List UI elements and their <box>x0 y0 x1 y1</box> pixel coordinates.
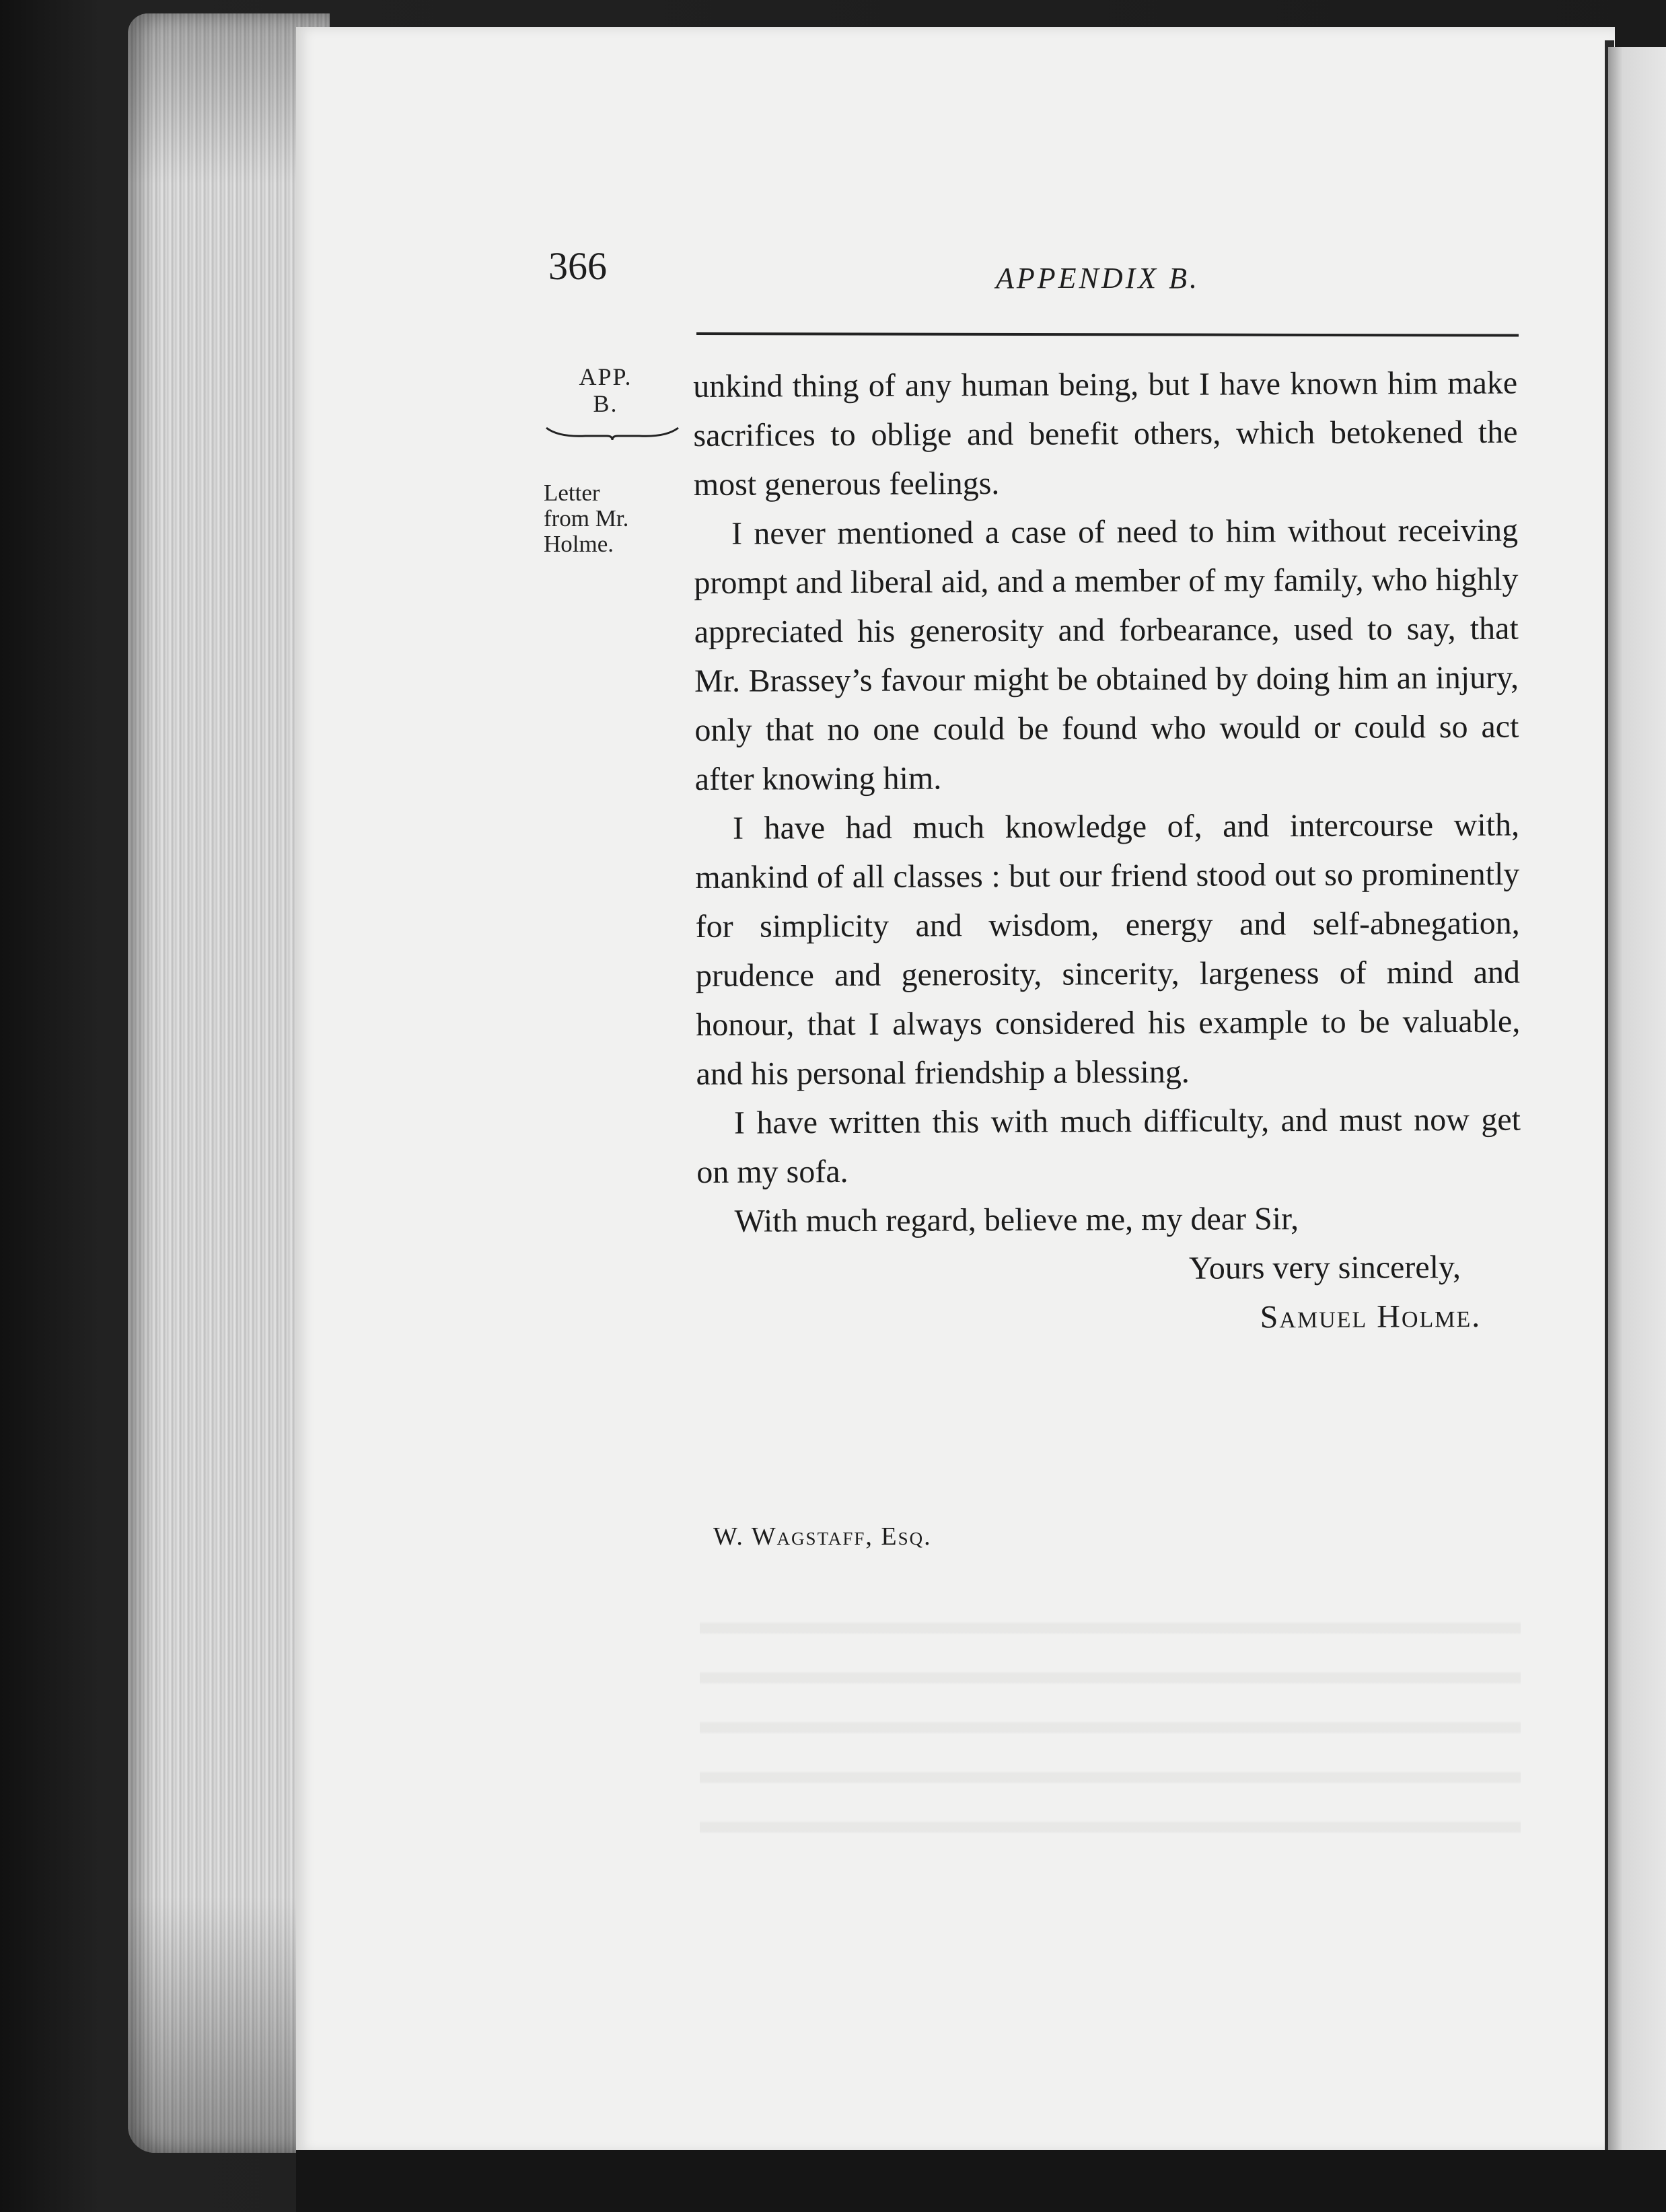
letter-body <box>693 359 1521 1344</box>
side-note-b-line: B. <box>593 390 618 417</box>
side-note-line: Letter <box>544 480 600 506</box>
bottom-surround <box>296 2150 1666 2212</box>
page-number: 366 <box>548 244 607 288</box>
side-note-app-line: APP. <box>579 363 632 390</box>
side-note-line: Holme. <box>544 531 614 557</box>
side-note-appendix <box>538 363 673 417</box>
paragraph: I never mentioned a case of need to him without receiving prompt and liberal aid, and a member of my family, who highly appreciated his generosity and forbearance, used to say, that Mr. Brassey’s favour might be obtained by doing him an injury, only that no one could be found who would or could so act after knowing him. <box>694 512 1519 797</box>
side-note-line: from Mr. <box>544 505 629 531</box>
paragraph: I have had much knowledge of, and intercourse with, mankind of all classes : but our friend stood out so prominently for simplicity and wisdom, energy and self-abnegation, prudence and generosity, sincerity, largeness of mind and honour, that I always considered his example to be valuable, and his personal friendship a blessing. <box>695 807 1521 1092</box>
facing-page-edge <box>1608 47 1666 2166</box>
side-note-brace <box>545 424 680 441</box>
closing-line: With much regard, believe me, my dear Sir, <box>734 1201 1299 1239</box>
show-through-text <box>700 1588 1521 1870</box>
side-note-text <box>544 480 672 557</box>
addressee: W. Wagstaff, Esq. <box>713 1522 932 1551</box>
paragraph: I have written this with much difficulty, and must now get on my sofa. <box>696 1101 1521 1190</box>
valediction: Yours very sincerely, <box>1188 1249 1461 1286</box>
paragraph: unkind thing of any human being, but I have known him make sacrifices to oblige and benefit others, which betokened the most generous feelings. <box>693 365 1518 503</box>
signature: Samuel Holme. <box>1260 1298 1482 1335</box>
running-head: APPENDIX B. <box>996 262 1200 295</box>
